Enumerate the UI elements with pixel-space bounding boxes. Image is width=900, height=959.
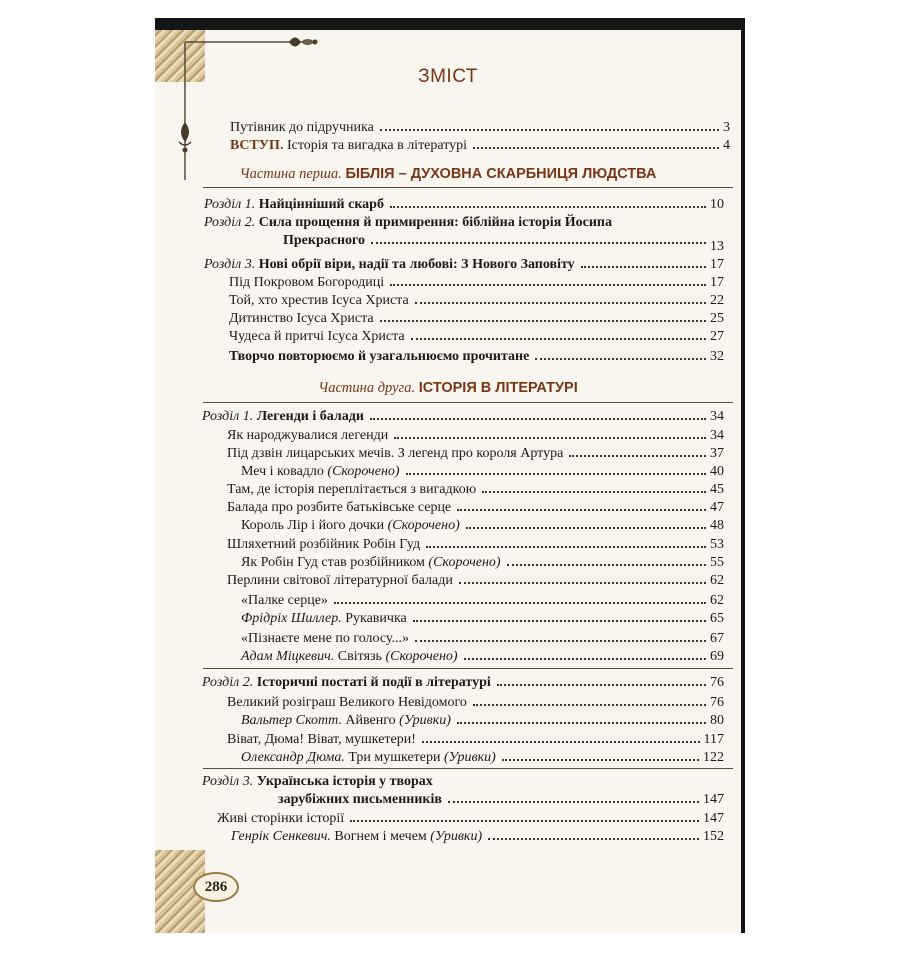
entry-page: 117 [703, 732, 724, 747]
dot-leader [482, 491, 706, 493]
section-title: Українська історія у творах [256, 774, 433, 789]
entry-title: Три мушкетери [348, 750, 441, 765]
entry-note: (Скорочено) [387, 518, 460, 533]
dot-leader [426, 546, 706, 548]
divider [203, 768, 733, 769]
toc-item[interactable] [227, 427, 724, 445]
dot-leader [459, 582, 706, 584]
entry-note: (Уривки) [430, 829, 483, 844]
dot-leader [457, 509, 706, 511]
entry-page: 34 [710, 409, 724, 424]
entry-author: Фрідріх Шиллер. [241, 611, 342, 626]
toc-entry-intro[interactable] [230, 137, 730, 155]
scan-border-right [741, 18, 745, 933]
part-name: БІБЛІЯ – ДУХОВНА СКАРБНИЦЯ ЛЮДСТВА [345, 166, 657, 182]
section-title: Найцінніший скарб [258, 197, 384, 212]
dot-leader [502, 759, 699, 761]
entry-page: 76 [710, 675, 724, 690]
dot-leader [569, 455, 706, 457]
entry-note: (Уривки) [444, 750, 496, 765]
dot-leader [390, 206, 706, 208]
dot-leader [411, 338, 706, 340]
toc-item[interactable] [227, 572, 724, 590]
entry-title: Під Покровом Богородиці [229, 275, 385, 290]
entry-page: 10 [710, 197, 724, 212]
entry-title: Дитинство Ісуса Христа [229, 311, 374, 326]
toc-item[interactable] [241, 592, 724, 610]
divider [203, 668, 733, 669]
contents-heading: ЗМІСТ [418, 66, 478, 87]
entry-note: (Скорочено) [327, 464, 400, 479]
toc-item[interactable] [229, 328, 724, 346]
part-one-title [155, 166, 741, 183]
section-label: Розділ 3. [204, 257, 256, 272]
entry-note: (Скорочено) [385, 649, 458, 664]
entry-page: 69 [710, 649, 724, 664]
section-title: Сила прощення й примирення: біблійна історія Йосипа [258, 215, 612, 230]
entry-page: 147 [703, 811, 724, 826]
entry-page: 34 [710, 428, 724, 443]
entry-author: Вальтер Скотт. [241, 713, 342, 728]
entry-title: Меч і ковадло [241, 464, 324, 479]
toc-item[interactable] [241, 648, 724, 666]
toc-section-2-1[interactable] [202, 408, 724, 426]
dot-leader [413, 620, 706, 622]
book-page [155, 30, 741, 933]
entry-page: 45 [710, 482, 724, 497]
entry-title: Великий розіграш Великого Невідомого [227, 695, 467, 710]
entry-page: 17 [710, 257, 724, 272]
part-label: Частина друга. [318, 380, 416, 396]
entry-page: 3 [723, 120, 730, 135]
dot-leader [394, 437, 706, 439]
entry-page: 152 [703, 829, 724, 844]
dot-leader [466, 527, 706, 529]
section-label: Розділ 2. [204, 215, 256, 230]
dot-leader [448, 801, 699, 803]
entry-page: 80 [710, 713, 724, 728]
section-title-cont: зарубіжних письменників [278, 792, 442, 807]
dot-leader [488, 838, 699, 840]
entry-title: Чудеса й притчі Ісуса Христа [229, 329, 405, 344]
entry-page: 67 [710, 631, 724, 646]
entry-page: 122 [703, 750, 724, 765]
dot-leader [380, 129, 719, 131]
entry-title: Айвенго [345, 713, 396, 728]
toc-section-1-2[interactable] [204, 214, 724, 232]
entry-page: 40 [710, 464, 724, 479]
entry-title: Перлини світової літературної балади [227, 573, 453, 588]
entry-author: Генрік Сенкевич. [231, 829, 331, 844]
toc-section-1-3[interactable] [204, 256, 724, 274]
page-number-badge: 286 [193, 872, 239, 902]
entry-page: 62 [710, 593, 724, 608]
toc-item[interactable] [241, 712, 724, 730]
entry-note: (Скорочено) [428, 555, 501, 570]
toc-review[interactable] [229, 348, 724, 366]
entry-title: Балада про розбите батьківське серце [227, 500, 452, 515]
toc-item[interactable] [227, 445, 724, 463]
dot-leader [370, 418, 706, 420]
entry-page: 65 [710, 611, 724, 626]
toc-item[interactable] [241, 517, 724, 535]
toc-item[interactable] [227, 694, 724, 712]
entry-title: Як народжувалися легенди [227, 428, 389, 443]
dot-leader [371, 242, 706, 244]
entry-page: 32 [710, 349, 724, 364]
toc-item[interactable] [241, 749, 724, 767]
toc-item[interactable] [227, 536, 724, 554]
entry-title: Там, де історія переплітається з вигадкою [227, 482, 477, 497]
toc-item[interactable] [227, 499, 724, 517]
entry-title: Світязь [337, 649, 382, 664]
entry-title: Віват, Дюма! Віват, мушкетери! [227, 732, 416, 747]
entry-page: 147 [703, 792, 724, 807]
dot-leader [415, 302, 706, 304]
entry-page: 22 [710, 293, 724, 308]
dot-leader [507, 564, 706, 566]
entry-note: (Уривки) [399, 713, 451, 728]
entry-page: 48 [710, 518, 724, 533]
dot-leader [390, 284, 706, 286]
toc-item[interactable] [217, 810, 724, 828]
dot-leader [581, 266, 706, 268]
toc-entry-guide[interactable] [230, 119, 730, 137]
dot-leader [406, 473, 706, 475]
toc-item[interactable] [229, 292, 724, 310]
part-two-title [155, 380, 741, 397]
toc-section-1-2-cont[interactable] [283, 232, 724, 254]
part-label: Частина перша. [239, 166, 342, 182]
toc-item[interactable] [227, 481, 724, 499]
section-label: Розділ 2. [202, 675, 254, 690]
entry-title: Під дзвін лицарських мечів. З легенд про короля Артура [227, 446, 564, 461]
dot-leader [473, 704, 706, 706]
dot-leader [380, 320, 706, 322]
toc-section-1-1[interactable] [204, 196, 724, 214]
dot-leader [457, 722, 706, 724]
toc-item[interactable] [241, 630, 724, 648]
divider [203, 402, 733, 403]
toc-item[interactable] [241, 610, 724, 628]
entry-page: 37 [710, 446, 724, 461]
entry-page: 53 [710, 537, 724, 552]
entry-title: Путівник до підручника [230, 120, 374, 135]
entry-page: 47 [710, 500, 724, 515]
section-label: Розділ 3. [202, 774, 254, 789]
section-label: Розділ 1. [202, 409, 254, 424]
entry-title: Той, хто хрестив Ісуса Христа [229, 293, 409, 308]
toc-item[interactable] [241, 554, 724, 572]
entry-title: Рукавичка [345, 611, 407, 626]
entry-page: 25 [710, 311, 724, 326]
entry-title: Вогнем і мечем [334, 829, 427, 844]
entry-page: 17 [710, 275, 724, 290]
entry-page: 4 [723, 138, 730, 153]
dot-leader [350, 820, 699, 822]
intro-label: ВСТУП. [230, 138, 284, 153]
part-name: ІСТОРІЯ В ЛІТЕРАТУРІ [418, 380, 578, 396]
entry-title: Історія та вигадка в літературі [286, 138, 468, 153]
toc-item[interactable] [231, 828, 724, 846]
toc-section-2-3-cont[interactable] [278, 791, 724, 809]
dot-leader [422, 741, 700, 743]
entry-page: 13 [710, 239, 724, 254]
entry-title: Король Лір і його дочки [241, 518, 385, 533]
entry-title: Живі сторінки історії [217, 811, 345, 826]
toc-item[interactable] [229, 274, 724, 292]
dot-leader [415, 640, 706, 642]
section-title: Легенди і балади [256, 409, 364, 424]
scan-border-top [155, 18, 745, 30]
entry-page: 62 [710, 573, 724, 588]
section-label: Розділ 1. [204, 197, 256, 212]
entry-page: 27 [710, 329, 724, 344]
dot-leader [535, 358, 706, 360]
section-title: Історичні постаті й події в літературі [256, 675, 491, 690]
dot-leader [464, 658, 706, 660]
toc-section-2-3[interactable] [202, 773, 724, 791]
toc-section-2-2[interactable] [202, 674, 724, 692]
toc-item[interactable] [241, 463, 724, 481]
entry-title: Творчо повторюємо й узагальнюємо прочитане [229, 349, 530, 364]
entry-title: Шляхетний розбійник Робін Гуд [227, 537, 421, 552]
entry-author: Адам Міцкевич. [241, 649, 335, 664]
entry-page: 55 [710, 555, 724, 570]
entry-page: 76 [710, 695, 724, 710]
entry-title: Як Робін Гуд став розбійником [241, 555, 425, 570]
divider [203, 187, 733, 188]
toc-item[interactable] [227, 731, 724, 749]
dot-leader [334, 602, 706, 604]
section-title: Нові обрії віри, надії та любові: З Нового Заповіту [258, 257, 575, 272]
dot-leader [473, 147, 719, 149]
entry-title: «Пізнаєте мене по голосу...» [241, 631, 410, 646]
toc-item[interactable] [229, 310, 724, 328]
section-title-cont: Прекрасного [283, 233, 366, 248]
dot-leader [497, 684, 706, 686]
entry-title: «Палке серце» [241, 593, 328, 608]
entry-author: Олександр Дюма. [241, 750, 345, 765]
